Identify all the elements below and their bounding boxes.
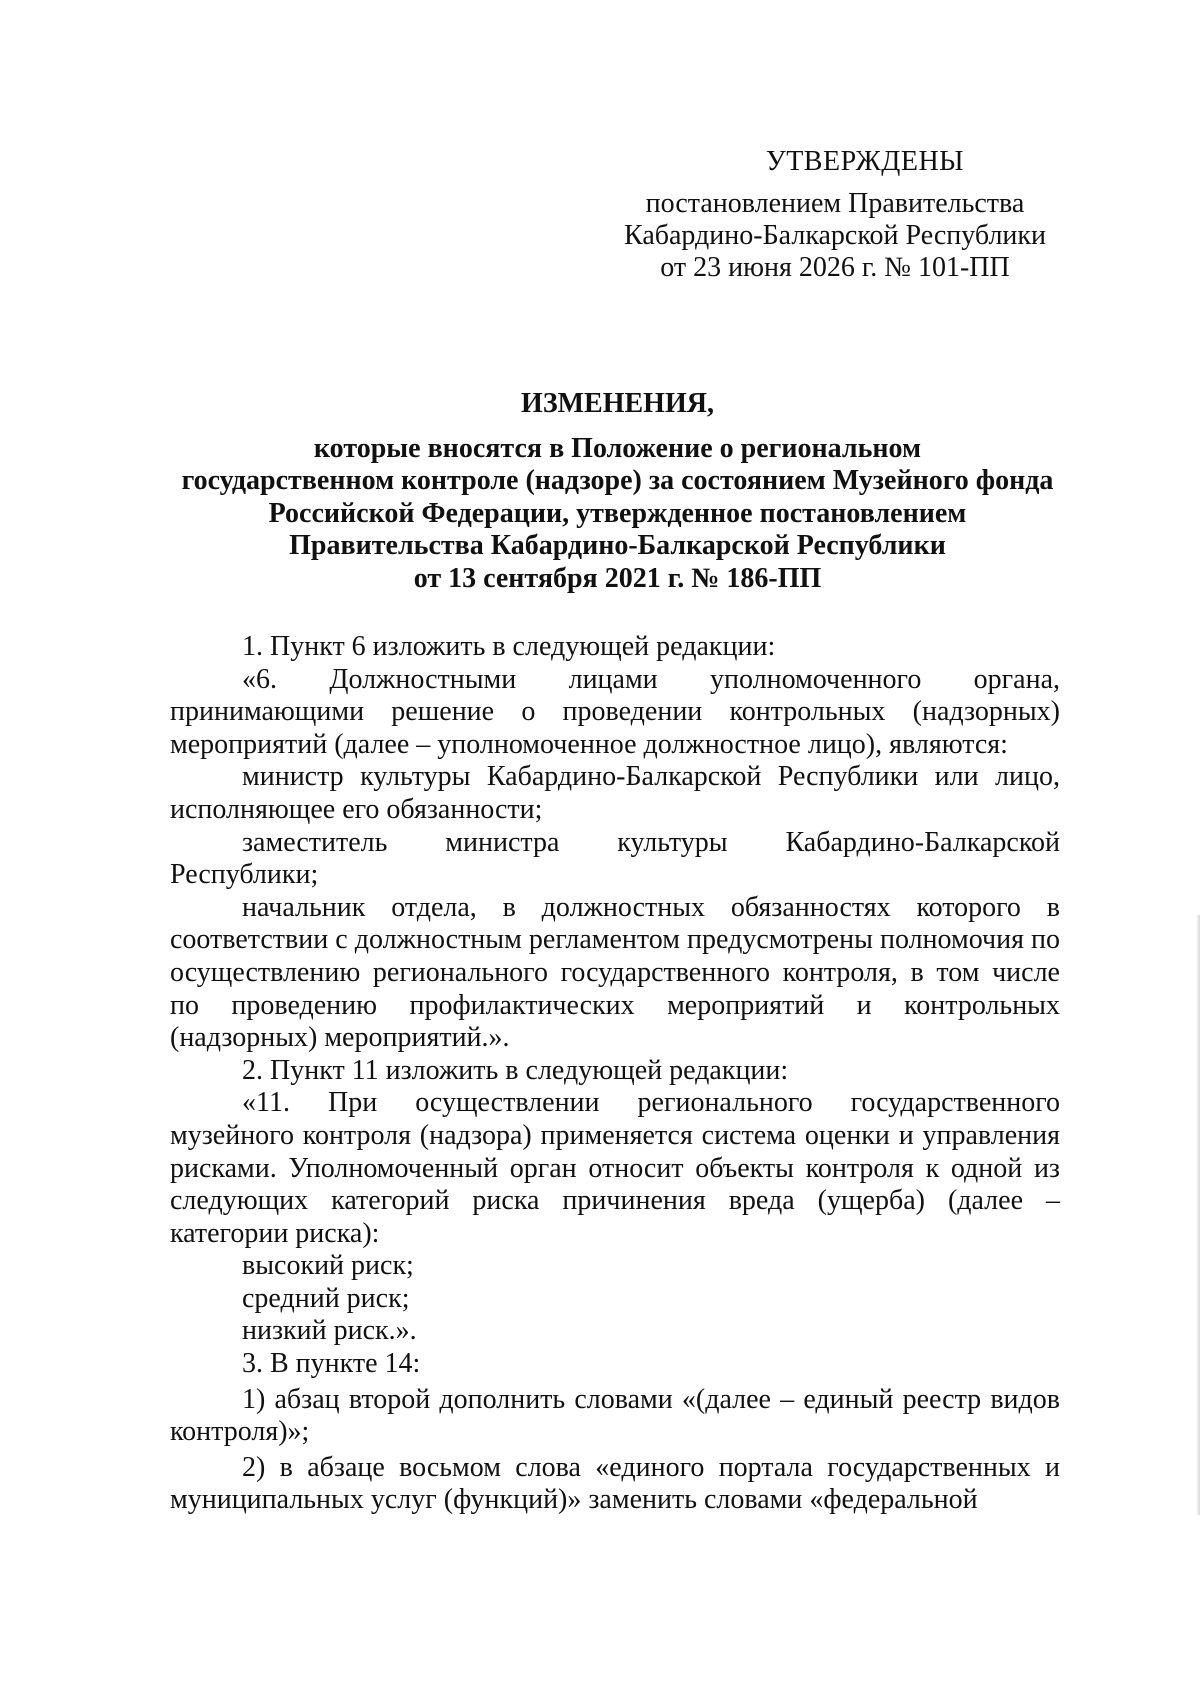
document-title-block	[150, 388, 1085, 595]
risk-list-item: высокий риск;	[242, 1250, 414, 1282]
risk-list-item: низкий риск.».	[242, 1315, 417, 1347]
paragraph: начальник отдела, в должностных обязанностях которого в соответствии с должностным регламентом предусмотрены полномочия по осуществлению регионального государственного контроля, в том числе по проведению профилактических мероприятий и контрольных (надзорных) мероприятий.».	[170, 891, 1060, 1054]
title-line: Правительства Кабардино-Балкарской Республики	[289, 530, 946, 561]
subparagraph: 2) в абзаце восьмом слова «единого портала государственных и муниципальных услуг (функций)» заменить словами «федеральной	[170, 1451, 1060, 1516]
paragraph: «6. Должностными лицами уполномоченного органа, принимающими решение о проведении контрольных (надзорных) мероприятий (далее – уполномоченное должностное лицо), являются:	[170, 663, 1060, 760]
approval-line: Кабардино-Балкарской Республики	[624, 220, 1046, 251]
paragraph: министр культуры Кабардино-Балкарской Республики или лицо, исполняющее его обязанности;	[170, 761, 1060, 825]
paragraph: «11. При осуществлении регионального государственного музейного контроля (надзора) применяется система оценки и управления рисками. Уполномоченный орган относит объекты контроля к одной из следующих категорий риска причинения вреда (ущерба) (далее – категории риска):	[170, 1087, 1060, 1249]
approval-date-line: от 23 июня 2026 г. № 101-ПП	[660, 252, 1010, 283]
approval-block	[600, 146, 1070, 284]
document-title: ИЗМЕНЕНИЯ,	[521, 388, 714, 419]
title-line: Российской Федерации, утвержденное постановлением	[268, 497, 967, 529]
paragraph: заместитель министра культуры Кабардино-Балкарской Республики;	[170, 826, 1060, 891]
paragraph-item-3: 3. В пункте 14:	[242, 1348, 421, 1380]
paragraph-item-1: 1. Пункт 6 изложить в следующей редакции:	[242, 631, 776, 662]
title-line: от 13 сентября 2021 г. № 186-ПП	[413, 562, 822, 594]
title-line: государственном контроле (надзоре) за состоянием Музейного фонда	[181, 465, 1054, 496]
subparagraph: 1) абзац второй дополнить словами «(далее – единый реестр видов контроля)»;	[170, 1383, 1060, 1448]
approval-line: постановлением Правительства	[645, 188, 1025, 219]
paragraph-item-2: 2. Пункт 11 изложить в следующей редакции:	[242, 1054, 789, 1086]
risk-list-item: средний риск;	[242, 1282, 410, 1314]
document-body	[170, 631, 1060, 1517]
scan-edge-shadow	[1196, 915, 1200, 1515]
approval-heading: УТВЕРЖДЕНЫ	[765, 146, 965, 177]
title-line: которые вносятся в Положение о региональном	[313, 432, 922, 464]
